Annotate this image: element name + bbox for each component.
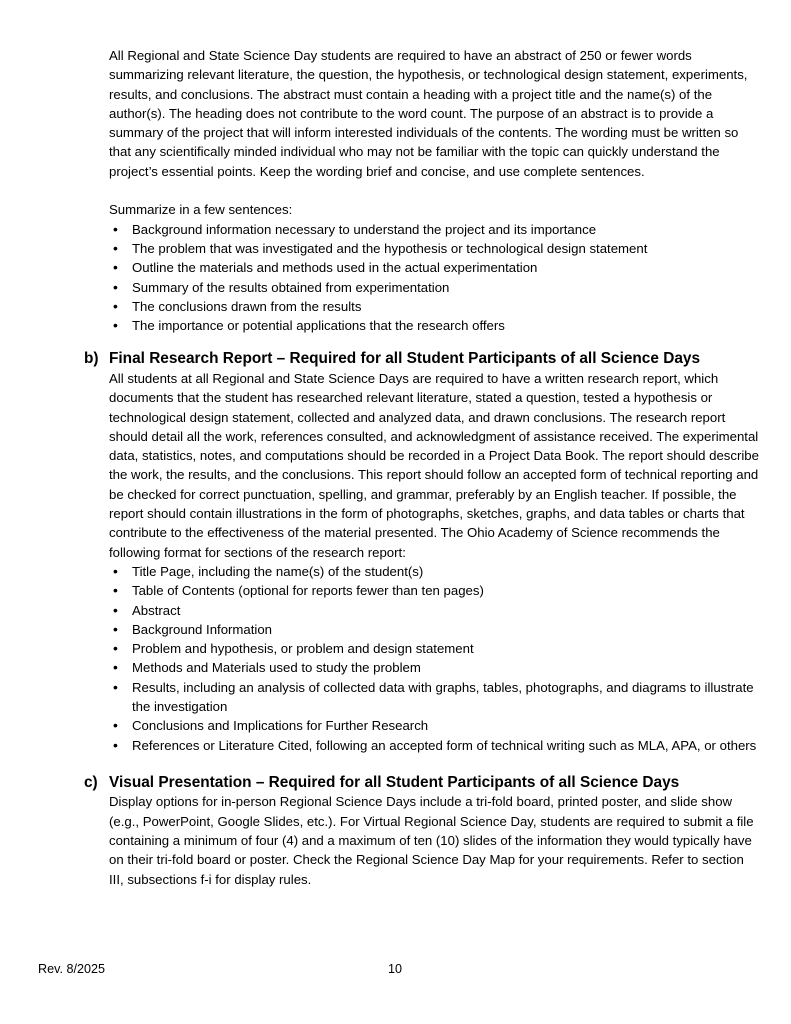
list-item bbox=[109, 601, 759, 620]
visual-presentation-paragraph: Display options for in-person Regional Science Days include a tri-fold board, printed poster, and slide show (e.g., PowerPoint, Google Slides, etc.). For Virtual Regional Science Day, students are required to submit a file containing a minimum of four (4) and a maximum of ten (10) slides of the information they would typically have on their tri-fold board or poster. Check the Regional Science Day Map for your requirements. Refer to section III, subsections f-i for display rules. bbox=[109, 794, 754, 887]
list-item bbox=[109, 620, 759, 639]
list-item bbox=[109, 658, 759, 677]
list-item bbox=[109, 278, 759, 297]
report-format-list bbox=[109, 562, 759, 755]
bullet-icon: • bbox=[113, 659, 118, 676]
list-item-text: Background Information bbox=[132, 621, 273, 637]
list-item-text: Summary of the results obtained from experimentation bbox=[132, 279, 450, 295]
list-item bbox=[109, 581, 759, 600]
list-item bbox=[109, 258, 759, 277]
list-item-text: Methods and Materials used to study the problem bbox=[132, 660, 421, 676]
list-item-text: Abstract bbox=[132, 602, 181, 618]
list-item-text: Results, including an analysis of collected data with graphs, tables, photographs, and diagrams to illustrate the investigation bbox=[132, 679, 754, 714]
section-letter: c) bbox=[84, 773, 98, 791]
list-item bbox=[109, 736, 759, 755]
spacer bbox=[109, 181, 759, 200]
revision-label: Rev. 8/2025 bbox=[38, 962, 105, 976]
section-heading bbox=[84, 349, 759, 369]
list-item bbox=[109, 678, 759, 717]
bullet-icon: • bbox=[113, 601, 118, 618]
bullet-icon: • bbox=[113, 678, 118, 695]
list-item-text: Outline the materials and methods used in the actual experimentation bbox=[132, 260, 538, 276]
visual-presentation-section bbox=[84, 773, 759, 889]
list-item-text: The conclusions drawn from the results bbox=[132, 298, 362, 314]
bullet-icon: • bbox=[113, 736, 118, 753]
bullet-icon: • bbox=[113, 717, 118, 734]
list-item bbox=[109, 716, 759, 735]
summarize-intro: Summarize in a few sentences: bbox=[109, 202, 293, 218]
bullet-icon: • bbox=[113, 220, 118, 237]
list-item bbox=[109, 297, 759, 316]
section-heading bbox=[84, 773, 759, 793]
bullet-icon: • bbox=[113, 297, 118, 314]
list-item bbox=[109, 316, 759, 335]
list-item-text: The problem that was investigated and the hypothesis or technological design statement bbox=[132, 240, 648, 256]
research-report-section bbox=[84, 349, 759, 754]
page-number: 10 bbox=[388, 962, 403, 976]
bullet-icon: • bbox=[113, 239, 118, 256]
bullet-icon: • bbox=[113, 620, 118, 637]
list-item-text: Conclusions and Implications for Further Research bbox=[132, 718, 429, 734]
list-item-text: Table of Contents (optional for reports fewer than ten pages) bbox=[132, 583, 484, 599]
research-report-paragraph: All students at all Regional and State Science Days are required to have a written research report, which documents that the student has researched relevant literature, stated a question, tested a hypothesis or technological design statement, collected and analyzed data, and drawn conclusions. The research report should detail all the work, references consulted, and acknowledgment of assistance received. The experimental data, statistics, notes, and computations should be recorded in a Project Data Book. The report should describe the work, the results, and the conclusions. This report should follow an accepted form of technical reporting and be checked for correct punctuation, spelling, and grammar, preferably by an English teacher. If possible, the report should contain illustrations in the form of photographs, sketches, graphs, and data tables or charts that contribute to the effectiveness of the material presented. The Ohio Academy of Science recommends the following format for sections of the research report: bbox=[109, 370, 759, 560]
bullet-icon: • bbox=[113, 278, 118, 295]
bullet-icon: • bbox=[113, 640, 118, 657]
list-item-text: Problem and hypothesis, or problem and design statement bbox=[132, 641, 474, 657]
list-item bbox=[109, 562, 759, 581]
bullet-icon: • bbox=[113, 259, 118, 276]
section-letter: b) bbox=[84, 350, 99, 368]
bullet-icon: • bbox=[113, 317, 118, 334]
list-item bbox=[109, 220, 759, 239]
list-item-text: Background information necessary to understand the project and its importance bbox=[132, 221, 597, 237]
list-item-text: References or Literature Cited, following an accepted form of technical writing such as MLA, APA, or others bbox=[132, 737, 757, 753]
abstract-paragraph: All Regional and State Science Day students are required to have an abstract of 250 or fewer words summarizing relevant literature, the question, the hypothesis, or technological design statement, experiments, results, and conclusions. The abstract must contain a heading with a project title and the name(s) of the author(s). The heading does not contribute to the word count. The purpose of an abstract is to provide a summary of the project that will inform interested individuals of the contents. The wording must be written so that any scientifically minded individual who may not be familiar with the topic can quickly understand the project’s essential points. Keep the wording brief and concise, and use complete sentences. bbox=[109, 48, 748, 179]
list-item-text: The importance or potential applications that the research offers bbox=[132, 318, 505, 334]
bullet-icon: • bbox=[113, 582, 118, 599]
list-item bbox=[109, 239, 759, 258]
bullet-icon: • bbox=[113, 562, 118, 579]
abstract-section bbox=[109, 46, 759, 335]
page-body bbox=[84, 46, 759, 889]
list-item bbox=[109, 639, 759, 658]
list-item-text: Title Page, including the name(s) of the student(s) bbox=[132, 563, 424, 579]
section-title: Visual Presentation – Required for all Student Participants of all Science Days bbox=[109, 773, 680, 791]
section-title: Final Research Report – Required for all Student Participants of all Science Days bbox=[109, 350, 700, 368]
abstract-list bbox=[109, 220, 759, 336]
